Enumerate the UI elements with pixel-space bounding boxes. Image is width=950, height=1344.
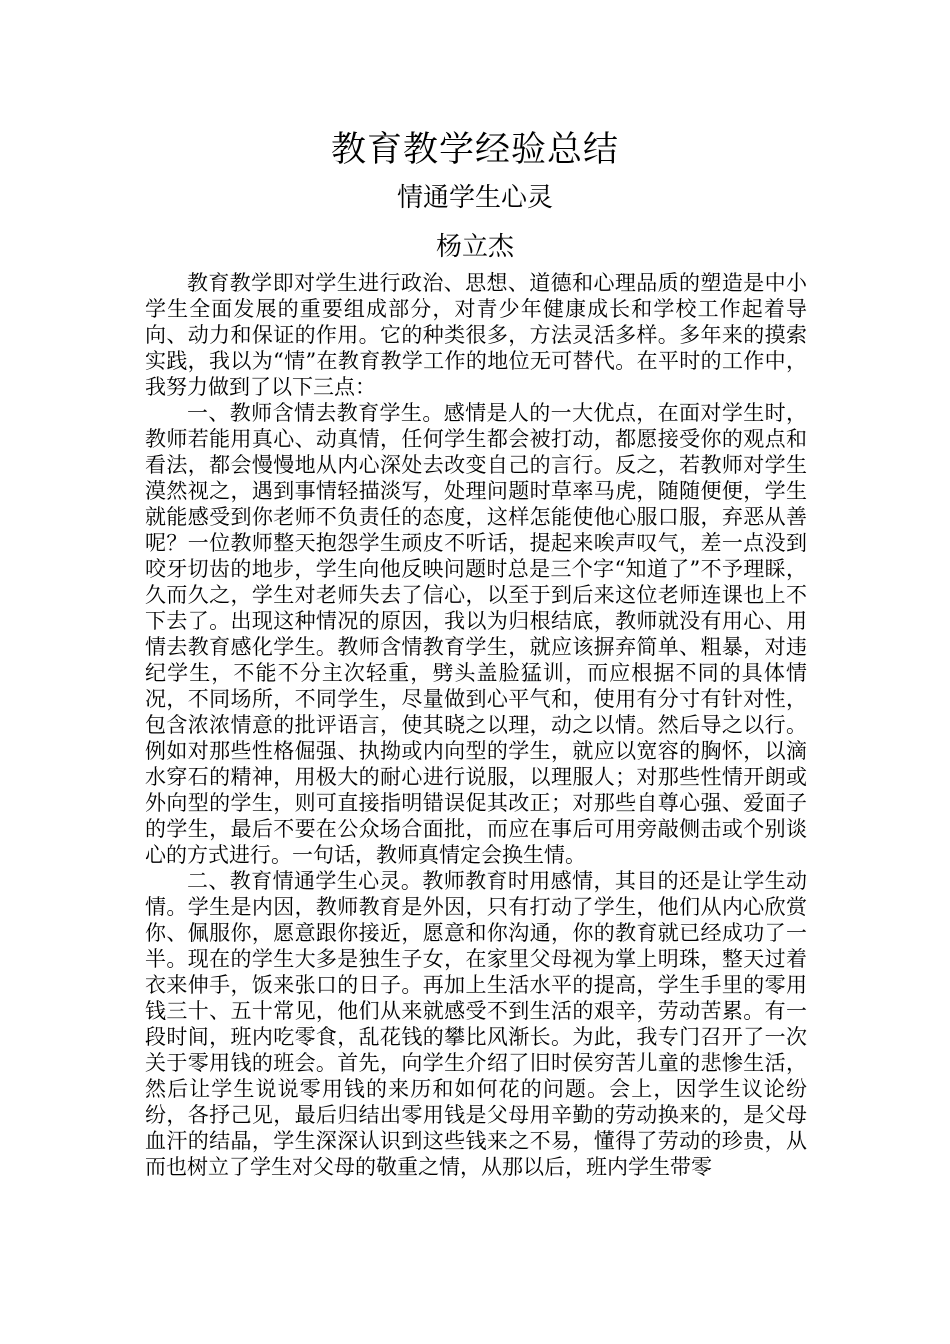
document-subtitle: 情通学生心灵 <box>396 183 553 213</box>
document-title: 教育教学经验总结 <box>330 130 619 170</box>
paragraph-intro: 教育教学即对学生进行政治、思想、道德和心理品质的塑造是中小学生全面发展的重要组成部分，对青少年健康成长和学校工作起着导向、动力和保证的作用。它的种类很多，方法灵活多样。多年来的摸索实践，我以为“情”在教育教学工作的地位无可替代。在平时的工作中，我努力做到了以下三点： <box>145 271 807 399</box>
document-body <box>145 270 807 1180</box>
paragraph-point-two: 二、教育情通学生心灵。教师教育时用感情，其目的还是让学生动情。学生是内因，教师教育是外因，只有打动了学生，他们从内心欣赏你、佩服你，愿意跟你接近，愿意和你沟通，你的教育就已经成功了一半。现在的学生大多是独生子女，在家里父母视为掌上明珠，整天过着衣来伸手，饭来张口的日子。再加上生活水平的提高，学生手里的零用钱三十、五十常见，他们从来就感受不到生活的艰辛，劳动苦累。有一段时间，班内吃零食，乱花钱的攀比风渐长。为此，我专门召开了一次关于零用钱的班会。首先，向学生介绍了旧时侯穷苦儿童的悲惨生活，然后让学生说说零用钱的来历和如何花的问题。会上，因学生议论纷纷，各抒己见，最后归结出零用钱是父母用辛勤的劳动换来的，是父母血汗的结晶，学生深深认识到这些钱来之不易，懂得了劳动的珍贵，从而也树立了学生对父母的敬重之情，从那以后，班内学生带零 <box>145 869 807 1179</box>
paragraph-point-one: 一、教师含情去教育学生。感情是人的一大优点，在面对学生时，教师若能用真心、动真情，任何学生都会被打动，都愿接受你的观点和看法，都会慢慢地从内心深处去改变自己的言行。反之，若教师对学生漠然视之，遇到事情轻描淡写，处理问题时草率马虎，随随便便，学生就能感受到你老师不负责任的态度，这样怎能使他心服口服，弃恶从善呢？一位教师整天抱怨学生顽皮不听话，提起来唉声叹气，差一点没到咬牙切齿的地步，学生向他反映问题时总是三个字“知道了”不予理睬，久而久之，学生对老师失去了信心，以至于到后来这位老师连课也上不下去了。出现这种情况的原因，我以为归根结底，教师就没有用心、用情去教育感化学生。教师含情教育学生，就应该摒弃简单、粗暴，对违纪学生，不能不分主次轻重，劈头盖脸猛训，而应根据不同的具体情况，不同场所，不同学生，尽量做到心平气和，使用有分寸有针对性，包含浓浓情意的批评语言，使其晓之以理，动之以情。然后导之以行。例如对那些性格倔强、执拗或内向型的学生，就应以宽容的胸怀，以滴水穿石的精神，用极大的耐心进行说服，以理服人；对那些性情开朗或外向型的学生，则可直接指明错误促其改正；对那些自尊心强、爱面子的学生，最后不要在公众场合面批，而应在事后可用旁敲侧击或个别谈心的方式进行。一句话，教师真情定会换生情。 <box>145 401 807 867</box>
document-author: 杨立杰 <box>435 232 514 262</box>
